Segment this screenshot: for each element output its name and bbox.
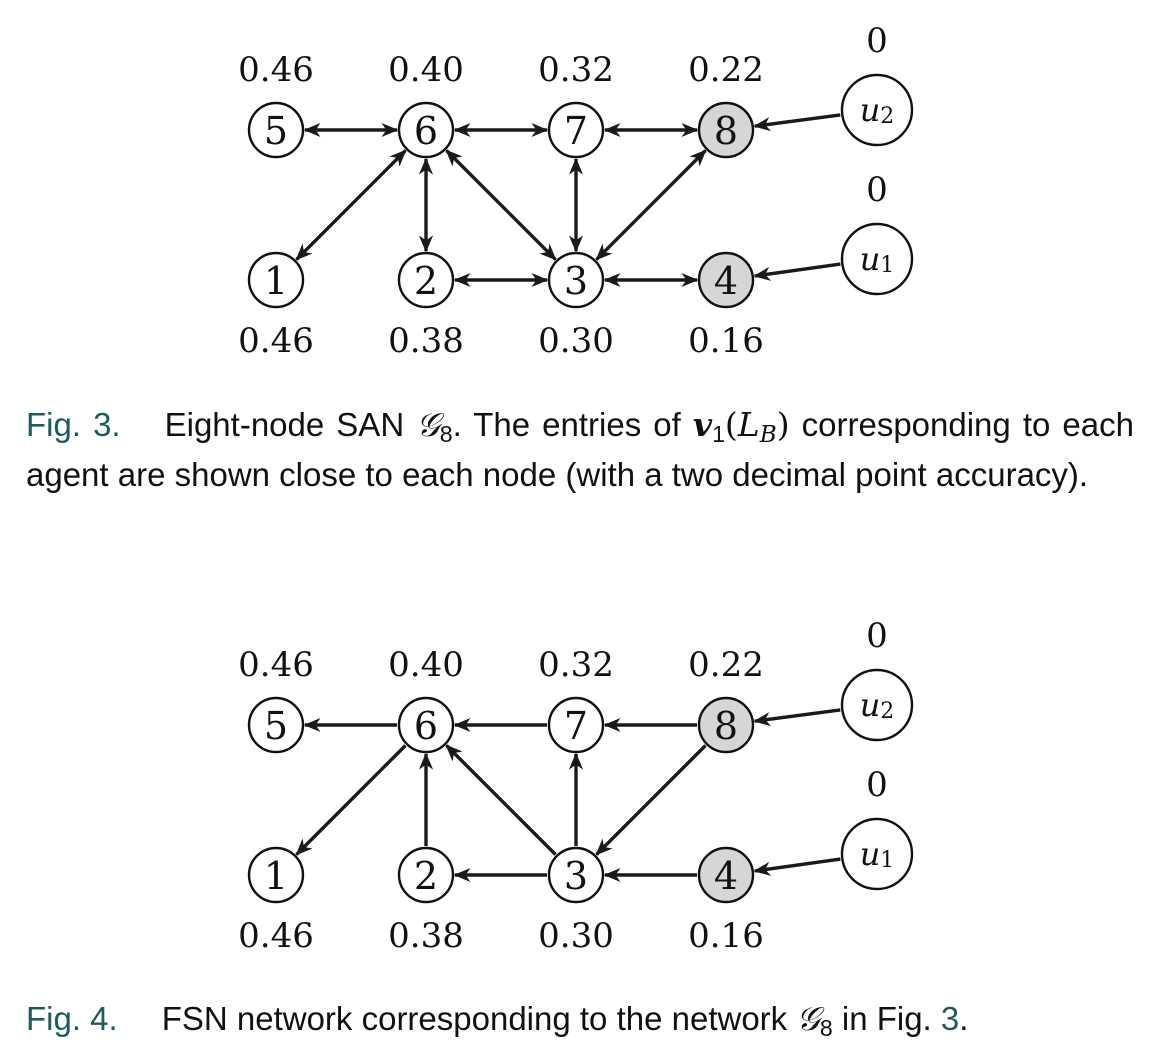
caption-text: in Fig.	[832, 1000, 941, 1037]
figure-3-label: Fig. 3.	[26, 406, 121, 443]
caption-text: Eight-node SAN	[164, 406, 417, 443]
node-3-value: 0.30	[538, 321, 614, 361]
input-u1-value: 0	[866, 170, 888, 210]
edge-3-6	[447, 746, 556, 855]
node-8-value: 0.22	[688, 50, 764, 90]
figure-3-san-graph	[0, 0, 1154, 380]
caption-text: corresponding to each agent are shown close to each node (with a two decimal point accuracy).	[26, 406, 1134, 493]
edge-6-1	[297, 746, 406, 855]
node-4	[688, 253, 764, 361]
node-8-label: 8	[713, 109, 739, 153]
node-5-value: 0.46	[238, 50, 314, 90]
graph-symbol: 𝒢	[796, 999, 820, 1038]
edge-u1-4	[755, 859, 841, 871]
node-1	[238, 253, 314, 361]
input-u1	[842, 170, 912, 294]
inputs	[842, 616, 912, 889]
node-4-label: 4	[713, 259, 739, 303]
edge-8-3	[597, 151, 706, 260]
node-6-label: 6	[413, 704, 439, 748]
node-2-label: 2	[413, 259, 439, 303]
vector-arg-subscript: B	[759, 421, 777, 448]
node-3	[538, 253, 614, 361]
figure-3-caption	[26, 405, 1134, 494]
node-8	[688, 645, 764, 752]
figure-reference: 3	[940, 1000, 960, 1037]
node-1-label: 1	[263, 854, 289, 898]
node-1	[238, 848, 314, 956]
node-7-value: 0.32	[538, 50, 614, 90]
edge-u1-4	[755, 264, 841, 276]
node-2-value: 0.38	[388, 321, 464, 361]
node-2	[388, 253, 464, 361]
node-6-value: 0.40	[388, 50, 464, 90]
input-u1-subscript: 1	[880, 847, 895, 873]
node-2	[388, 848, 464, 956]
node-2-label: 2	[413, 854, 439, 898]
vector-symbol: v	[692, 405, 713, 444]
inputs	[842, 21, 912, 294]
node-4-value: 0.16	[688, 916, 764, 956]
input-u1-value: 0	[866, 765, 888, 805]
node-8	[688, 50, 764, 157]
input-u2	[842, 616, 912, 740]
input-u1	[842, 765, 912, 889]
node-5	[238, 50, 314, 157]
node-7	[538, 50, 614, 157]
caption-text: . The entries of	[452, 406, 693, 443]
node-5	[238, 645, 314, 752]
node-6-label: 6	[413, 109, 439, 153]
edge-6-3	[447, 151, 556, 260]
input-u1-base: u	[859, 240, 881, 278]
input-u2-base: u	[859, 686, 881, 724]
vector-arg-base: L	[737, 405, 760, 444]
figure-4-label: Fig. 4.	[26, 1000, 118, 1037]
node-8-label: 8	[713, 704, 739, 748]
input-u2-base: u	[859, 91, 881, 129]
input-u2-subscript: 2	[880, 103, 895, 129]
input-u2-value: 0	[866, 616, 888, 656]
node-3-value: 0.30	[538, 916, 614, 956]
node-7-value: 0.32	[538, 645, 614, 685]
vector-arg-open: (	[724, 405, 738, 444]
node-2-value: 0.38	[388, 916, 464, 956]
node-1-label: 1	[263, 259, 289, 303]
graph-symbol: 𝒢	[416, 405, 440, 444]
edge-u2-8	[755, 115, 841, 126]
caption-text: FSN network corresponding to the network	[161, 1000, 797, 1037]
node-5-label: 5	[263, 109, 289, 153]
node-5-label: 5	[263, 704, 289, 748]
vector-arg-close: )	[776, 405, 790, 444]
edge-6-1	[297, 151, 406, 260]
node-7-label: 7	[563, 109, 589, 153]
input-u1-subscript: 1	[880, 252, 895, 278]
node-4-value: 0.16	[688, 321, 764, 361]
edge-u2-8	[755, 710, 841, 721]
node-1-value: 0.46	[238, 916, 314, 956]
node-3	[538, 848, 614, 956]
input-u2-subscript: 2	[880, 698, 895, 724]
node-4-label: 4	[713, 854, 739, 898]
input-u1-base: u	[859, 835, 881, 873]
node-5-value: 0.46	[238, 645, 314, 685]
node-6-value: 0.40	[388, 645, 464, 685]
node-7-label: 7	[563, 704, 589, 748]
caption-text: .	[959, 1000, 969, 1037]
input-u2	[842, 21, 912, 145]
node-8-value: 0.22	[688, 645, 764, 685]
graph-subscript: 8	[819, 1014, 833, 1041]
node-4	[688, 848, 764, 956]
node-1-value: 0.46	[238, 321, 314, 361]
input-u2-value: 0	[866, 21, 888, 61]
graph-subscript: 8	[439, 420, 453, 447]
node-7	[538, 645, 614, 752]
figure-4-fsn-graph	[0, 595, 1154, 975]
node-6	[388, 645, 464, 752]
node-3-label: 3	[563, 854, 589, 898]
node-3-label: 3	[563, 259, 589, 303]
vector-subscript: 1	[712, 420, 725, 447]
figure-4-caption	[26, 999, 1134, 1048]
node-6	[388, 50, 464, 157]
edge-8-3	[597, 746, 706, 855]
